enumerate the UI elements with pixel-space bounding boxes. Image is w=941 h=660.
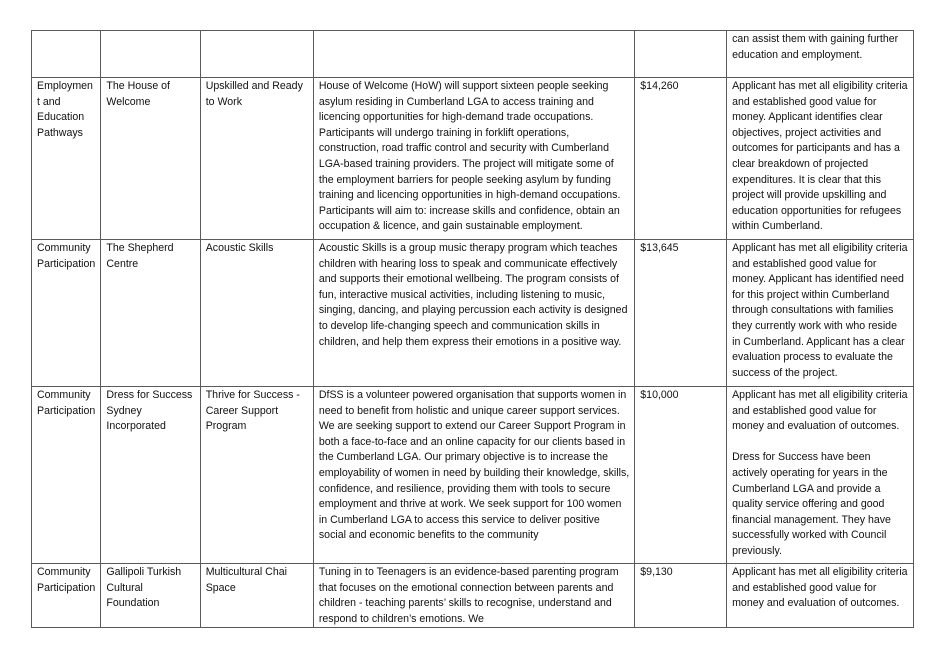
organisation-cell: Dress for Success Sydney Incorporated: [101, 387, 200, 564]
category-cell: Community Participation: [32, 387, 101, 564]
description-cell: Tuning in to Teenagers is an evidence-based parenting program that focuses on the emotional connection between parents and children - teaching parents’ skills to recognise, understand and respond to children’s emotions. We: [313, 564, 634, 628]
table-row: [32, 564, 914, 628]
category-cell: Employment and Education Pathways: [32, 78, 101, 240]
project-cell: Upskilled and Ready to Work: [200, 78, 313, 240]
assessment-cell: [727, 387, 914, 564]
description-cell: Acoustic Skills is a group music therapy program which teaches children with hearing loss to speak and communicate effectively and supports their emotional wellbeing. The program consists of fun, interactive musical activities, including listening to music, singing, dancing, and playing percussion each activity is designed to develop life-changing speech and communication skills in children, and help them express their emotions in a positive way.: [313, 240, 634, 387]
grants-table: [31, 30, 914, 628]
assessment-cell: [727, 78, 914, 240]
project-cell: Thrive for Success - Career Support Program: [200, 387, 313, 564]
amount-cell: [635, 31, 727, 78]
project-cell: [200, 31, 313, 78]
table-row: [32, 387, 914, 564]
amount-cell: $13,645: [635, 240, 727, 387]
category-cell: Community Participation: [32, 240, 101, 387]
organisation-cell: Gallipoli Turkish Cultural Foundation: [101, 564, 200, 628]
assessment-cell: [727, 240, 914, 387]
organisation-cell: The House of Welcome: [101, 78, 200, 240]
assessment-text: Applicant has met all eligibility criteria and established good value for money and evaluation of outcomes.: [732, 566, 908, 610]
amount-cell: $9,130: [635, 564, 727, 628]
description-cell: DfSS is a volunteer powered organisation that supports women in need to benefit from holistic and unique career support services. We are seeking support to extend our Career Support Program in both a face-to-face and an online capacity for our clients based in the Cumberland LGA. Our primary objective is to increase the employability of women in need by building their knowledge, skills, confidence, and resilience, providing them with tools to secure employment and thrive at work. We seek support for 100 women in Cumberland LGA to access this service to deliver positive social and economic benefits to the community: [313, 387, 634, 564]
project-cell: Acoustic Skills: [200, 240, 313, 387]
assessment-text: Applicant has met all eligibility criteria and established good value for money. Applicant identifies clear objectives, project activities and outcomes for participants and has a clear breakdown of projected expenditures. It is clear that this project will provide upskilling and education opportunities for refugees within Cumberland.: [732, 80, 908, 233]
paragraph-gap: [732, 435, 908, 451]
table-row: [32, 240, 914, 387]
assessment-cell: [727, 564, 914, 628]
amount-cell: $14,260: [635, 78, 727, 240]
organisation-cell: [101, 31, 200, 78]
amount-cell: $10,000: [635, 387, 727, 564]
table-row: [32, 78, 914, 240]
assessment-text-2: Dress for Success have been actively operating for years in the Cumberland LGA and provide a quality service offering and good financial management. They have successfully worked with Council previously.: [732, 451, 891, 557]
organisation-cell: The Shepherd Centre: [101, 240, 200, 387]
table-row: [32, 31, 914, 78]
description-cell: [313, 31, 634, 78]
assessment-text: Applicant has met all eligibility criteria and established good value for money. Applicant has identified need for this project within Cumberland through consultations with families they currently work with who reside in Cumberland. Applicant has a clear evaluation process to evaluate the success of the project.: [732, 242, 908, 379]
project-cell: Multicultural Chai Space: [200, 564, 313, 628]
assessment-text: can assist them with gaining further education and employment.: [732, 33, 899, 61]
category-cell: Community Participation: [32, 564, 101, 628]
assessment-cell: [727, 31, 914, 78]
category-cell: [32, 31, 101, 78]
description-cell: House of Welcome (HoW) will support sixteen people seeking asylum residing in Cumberland LGA to access training and licencing opportunities for high-demand trade occupations. Participants will undergo training in forklift operations, construction, road traffic control and security with Cumberland LGA-based training providers. The project will mitigate some of the employment barriers for people seeking asylum by funding training and licencing opportunities in high-demand occupations. Participants will aim to: increase skills and confidence, obtain an occupation & licence, and gain sustainable employment.: [313, 78, 634, 240]
assessment-text: Applicant has met all eligibility criteria and established good value for money and evaluation of outcomes.: [732, 389, 908, 433]
